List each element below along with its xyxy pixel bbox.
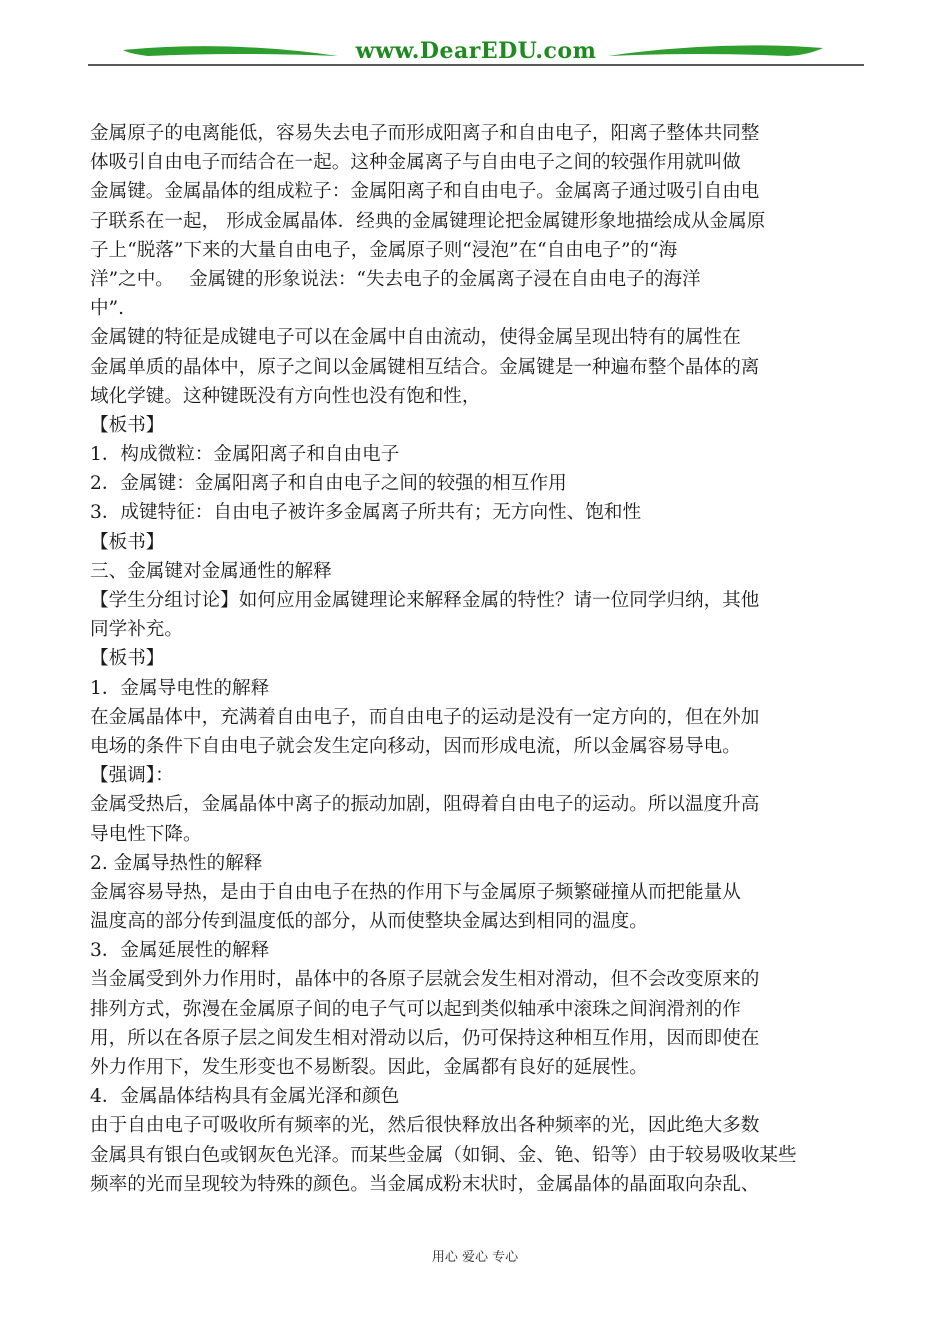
text-line: 【板书】	[90, 648, 165, 670]
text-line: 金属键的特征是成键电子可以在金属中自由流动，使得金属呈现出特有的属性在	[90, 327, 741, 349]
text-line: 【板书】	[90, 414, 165, 436]
text-line: 电场的条件下自由电子就会发生定向移动，因而形成电流，所以金属容易导电。	[90, 735, 741, 757]
text-line: 3．金属延展性的解释	[90, 940, 270, 962]
text-line: 金属原子的电离能低，容易失去电子而形成阳离子和自由电子，阳离子整体共同整	[90, 123, 760, 144]
text-line: 在金属晶体中，充满着自由电子，而自由电子的运动是没有一定方向的，但在外加	[90, 706, 760, 728]
text-line: 【强调】：	[90, 765, 174, 787]
text-line: 用，所以在各原子层之间发生相对滑动以后，仍可保持这种相互作用，因而即使在	[90, 1027, 760, 1049]
text-line: 排列方式，弥漫在金属原子间的电子气可以起到类似轴承中滚珠之间润滑剂的作	[90, 998, 741, 1020]
site-name: www.DearEDU.com	[355, 38, 597, 64]
text-line: 子联系在一起， 形成金属晶体．经典的金属键理论把金属键形象地描绘成从金属原	[90, 210, 766, 232]
text-line: 金属容易导热，是由于自由电子在热的作用下与金属原子频繁碰撞从而把能量从	[90, 881, 741, 903]
text-line: 同学补充。	[90, 619, 183, 641]
text-line: 1．构成微粒：金属阳离子和自由电子	[90, 444, 400, 466]
text-line: 洋”之中。 金属键的形象说法：“失去电子的金属离子浸在自由电子的海洋	[90, 268, 701, 290]
text-line: 金属具有银白色或钢灰色光泽。而某些金属（如铜、金、铯、铅等）由于较易吸收某些	[90, 1144, 797, 1166]
text-line: 3．成键特征：自由电子被许多金属离子所共有；无方向性、饱和性	[90, 502, 642, 524]
page-header	[88, 30, 864, 80]
text-line: 由于自由电子可吸收所有频率的光，然后很快释放出各种频率的光，因此绝大多数	[90, 1115, 760, 1137]
text-line: 温度高的部分传到温度低的部分，从而使整块金属达到相同的温度。	[90, 911, 648, 933]
text-line: 当金属受到外力作用时，晶体中的各原子层就会发生相对滑动，但不会改变原来的	[90, 969, 760, 991]
text-line: 三、金属键对金属通性的解释	[90, 560, 332, 582]
text-line: 导电性下降。	[90, 823, 202, 845]
document-body	[90, 119, 870, 1199]
text-line: 2. 金属导热性的解释	[90, 852, 263, 874]
text-line: 4．金属晶体结构具有金属光泽和颜色	[90, 1086, 400, 1108]
text-line: 外力作用下，发生形变也不易断裂。因此，金属都有良好的延展性。	[90, 1057, 648, 1078]
text-line: 2．金属键：金属阳离子和自由电子之间的较强的相互作用	[90, 473, 567, 495]
text-line: 金属键。金属晶体的组成粒子：金属阳离子和自由电子。金属离子通过吸引自由电	[90, 181, 760, 203]
page-footer: 用心 爱心 专心	[431, 1250, 519, 1265]
text-line: 中”.	[90, 298, 125, 320]
text-line: 体吸引自由电子而结合在一起。这种金属离子与自由电子之间的较强作用就叫做	[90, 152, 741, 174]
text-line: 金属受热后，金属晶体中离子的振动加剧，阻碍着自由电子的运动。所以温度升高	[90, 794, 760, 816]
text-line: 【学生分组讨论】如何应用金属键理论来解释金属的特性？请一位同学归纳，其他	[90, 590, 760, 611]
text-line: 1．金属导电性的解释	[90, 677, 270, 699]
text-line: 【板书】	[90, 531, 165, 553]
text-line: 金属单质的晶体中，原子之间以金属键相互结合。金属键是一种遍布整个晶体的离	[90, 356, 760, 378]
text-line: 子上“脱落”下来的大量自由电子，金属原子则“浸泡”在“自由电子”的“海	[90, 239, 678, 261]
text-line: 频率的光而呈现较为特殊的颜色。当金属成粉末状时，金属晶体的晶面取向杂乱、	[90, 1173, 760, 1195]
text-line: 域化学键。这种键既没有方向性也没有饱和性，	[90, 385, 481, 407]
